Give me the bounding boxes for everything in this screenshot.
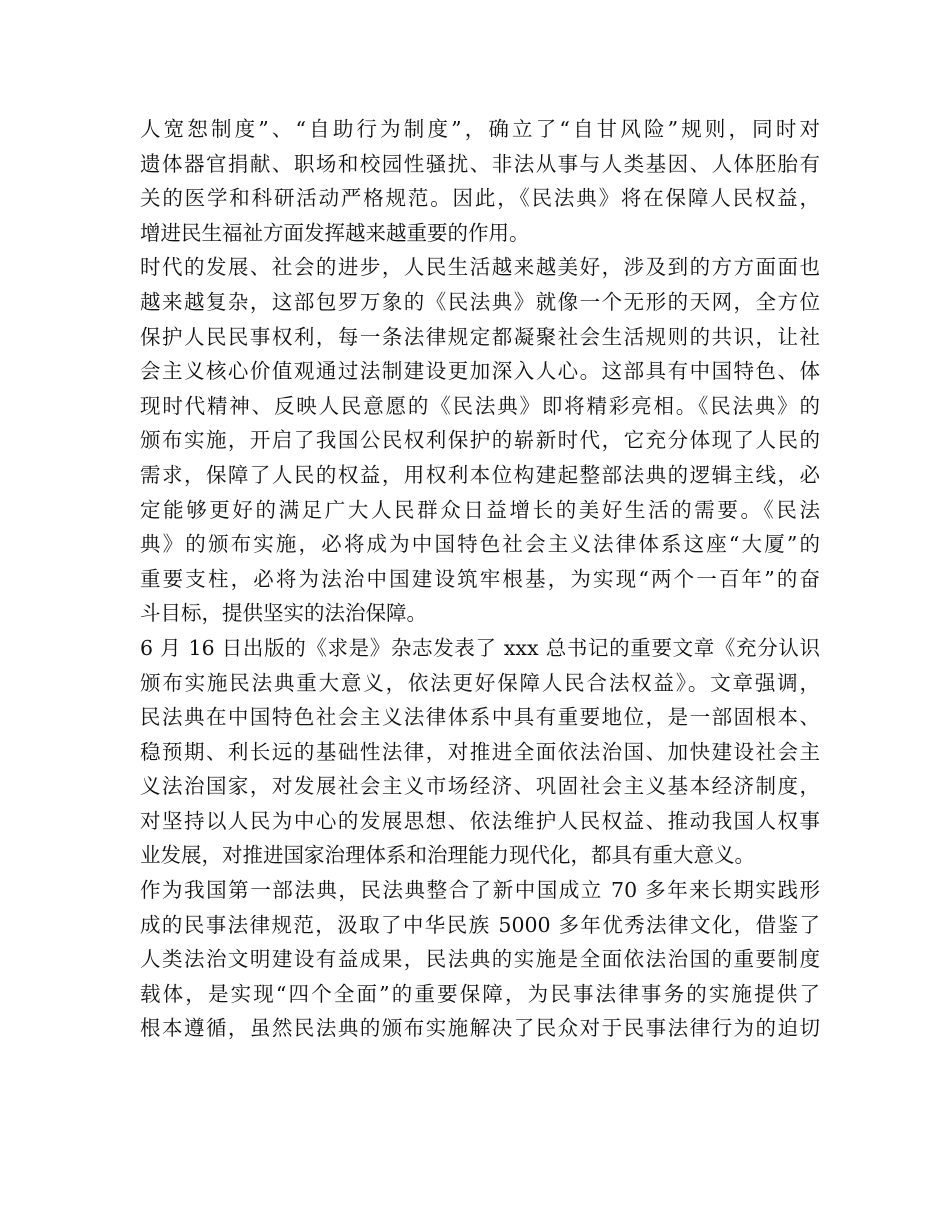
text-line: 人类法治文明建设有益成果，民法典的实施是全面依法治国的重要制度 [140,947,820,972]
text-line: 成的民事法律规范，汲取了中华民族 5000 多年优秀法律文化，借鉴了 [140,912,820,937]
text-line: 时代的发展、社会的进步，人民生活越来越美好，涉及到的方方面面也 [140,255,820,280]
text-line: 现时代精神、反映人民意愿的《民法典》即将精彩亮相。《民法典》的 [140,393,820,418]
paragraph-3 [140,631,820,873]
text-line: 需求，保障了人民的权益，用权利本位构建起整部法典的逻辑主线，必 [140,462,820,487]
text-line: 遗体器官捐献、职场和校园性骚扰、非法从事与人类基因、人体胚胎有 [140,151,820,176]
text-line: 定能够更好的满足广大人民群众日益增长的美好生活的需要。《民法 [140,497,820,522]
text-line: 越来越复杂，这部包罗万象的《民法典》就像一个无形的天网，全方位 [140,289,820,314]
text-line: 保护人民民事权利，每一条法律规定都凝聚社会生活规则的共识，让社 [140,324,820,349]
text-line: 会主义核心价值观通过法制建设更加深入人心。这部具有中国特色、体 [140,359,820,384]
text-line: 关的医学和科研活动严格规范。因此，《民法典》将在保障人民权益， [140,186,820,211]
text-line: 对坚持以人民为中心的发展思想、依法维护人民权益、推动我国人权事 [140,808,820,833]
text-line: 增进民生福祉方面发挥越来越重要的作用。 [140,220,530,245]
text-line: 作为我国第一部法典，民法典整合了新中国成立 70 多年来长期实践形 [140,878,820,903]
text-line: 典》的颁布实施，必将成为中国特色社会主义法律体系这座“大厦”的 [140,532,820,557]
text-line: 颁布实施民法典重大意义，依法更好保障人民合法权益》。文章强调， [140,670,820,695]
text-line: 6 月 16 日出版的《求是》杂志发表了 xxx 总书记的重要文章《充分认识 [140,635,820,660]
paragraph-2 [140,250,820,631]
text-line: 人宽恕制度”、“自助行为制度”，确立了“自甘风险”规则，同时对 [140,117,820,141]
text-line: 业发展，对推进国家治理体系和治理能力现代化，都具有重大意义。 [140,843,755,868]
document-body [140,112,820,1046]
text-line: 颁布实施，开启了我国公民权利保护的崭新时代，它充分体现了人民的 [140,428,820,453]
text-line: 民法典在中国特色社会主义法律体系中具有重要地位，是一部固根本、 [140,705,820,730]
text-line: 斗目标，提供坚实的法治保障。 [140,601,427,626]
text-line: 重要支柱，必将为法治中国建设筑牢根基，为实现“两个一百年”的奋 [140,566,820,591]
paragraph-1 [140,112,820,250]
text-line: 载体，是实现“四个全面”的重要保障，为民事法律事务的实施提供了 [140,981,820,1006]
text-line: 根本遵循，虽然民法典的颁布实施解决了民众对于民事法律行为的迫切 [140,1016,820,1041]
text-line: 稳预期、利长远的基础性法律，对推进全面依法治国、加快建设社会主 [140,739,820,764]
text-line: 义法治国家，对发展社会主义市场经济、巩固社会主义基本经济制度， [140,774,820,799]
paragraph-4 [140,873,820,1046]
